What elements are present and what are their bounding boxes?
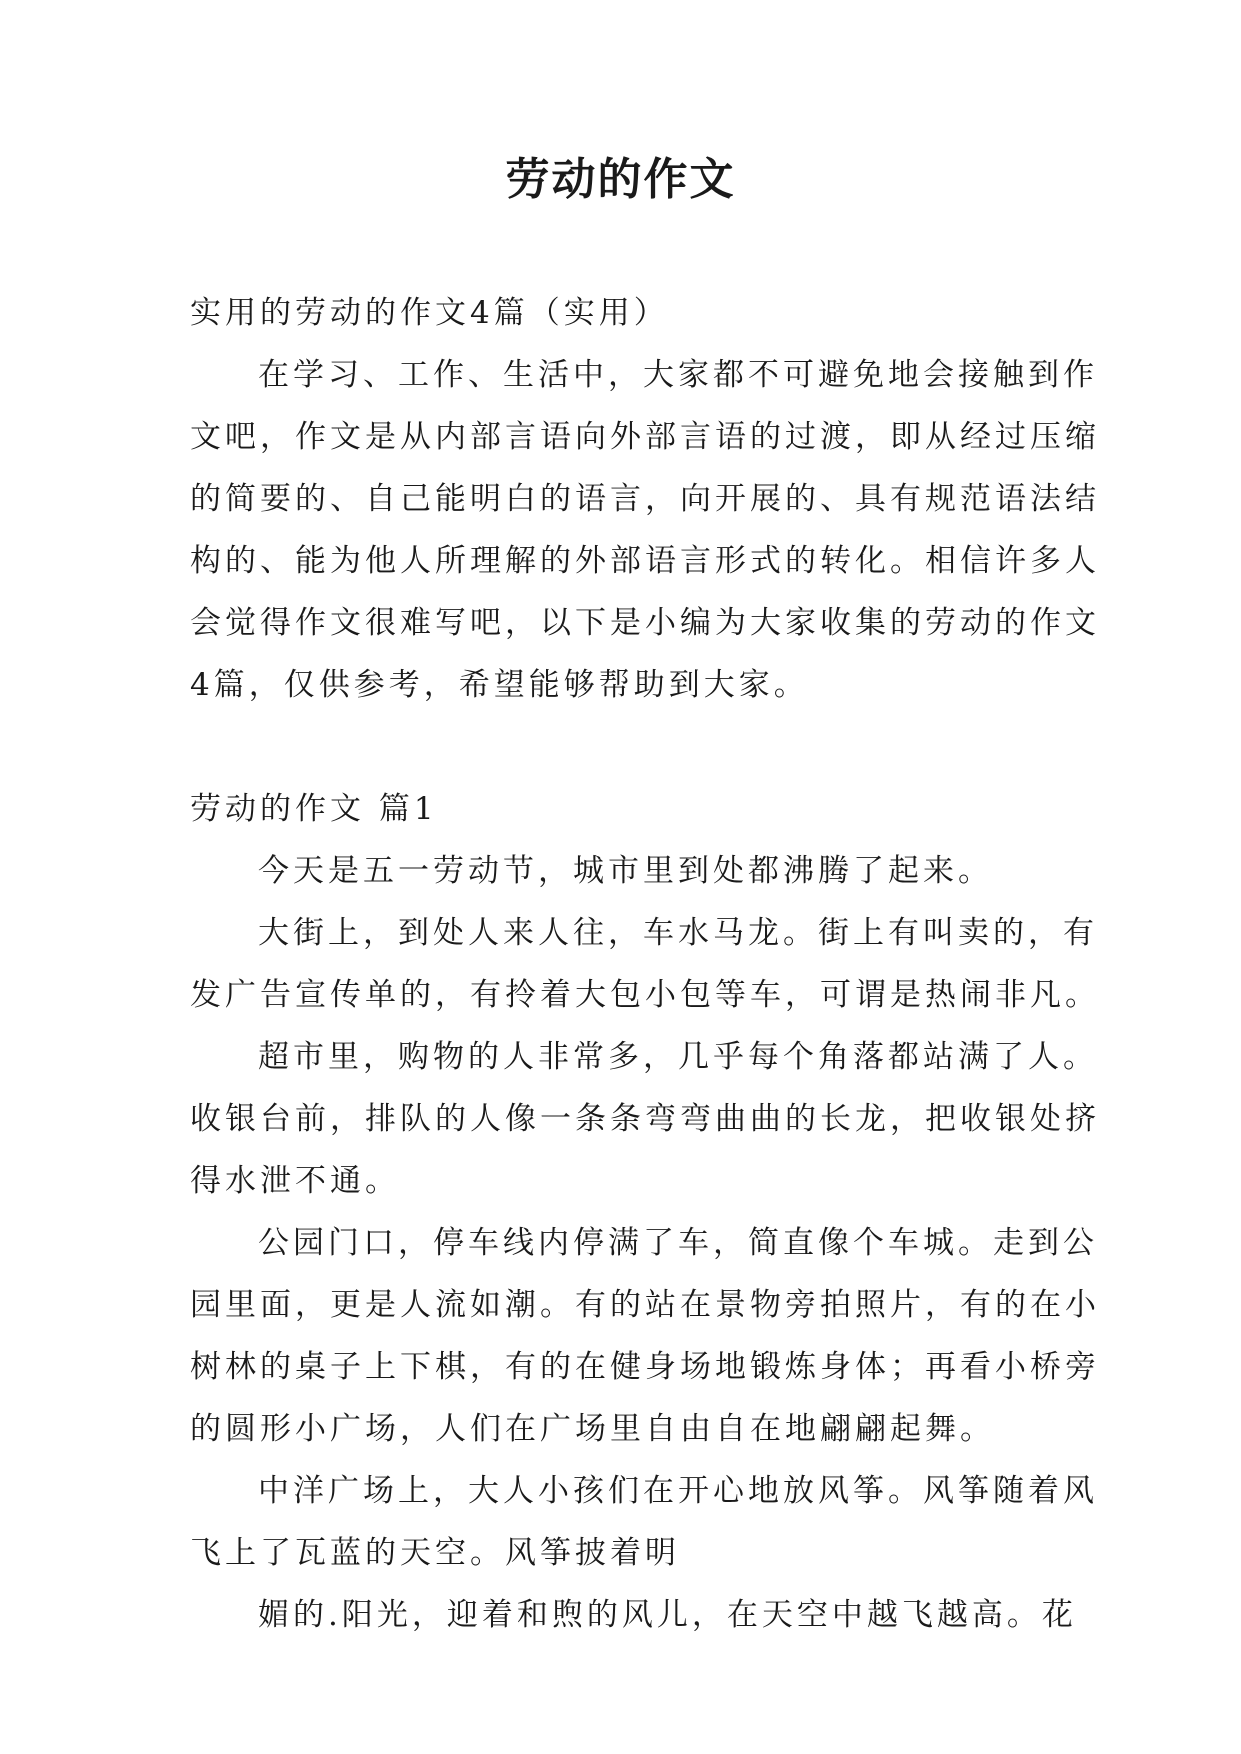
paragraph-line: 超市里，购物的人非常多，几乎每个角落都站满了人。 — [258, 1039, 1098, 1075]
paragraph-line: 发广告宣传单的，有拎着大包小包等车，可谓是热闹非凡。 — [190, 977, 1100, 1013]
article-heading: 实用的劳动的作文4篇（实用） — [190, 295, 669, 331]
section-spacer — [190, 716, 1060, 778]
paragraph-line: 的圆形小广场，人们在广场里自由自在地翩翩起舞。 — [190, 1411, 995, 1447]
intro-paragraph-line: 构的、能为他人所理解的外部语言形式的转化。相信许多人 — [190, 543, 1100, 579]
section-heading: 劳动的作文 篇1 — [190, 791, 438, 827]
paragraph-line: 得水泄不通。 — [190, 1163, 400, 1199]
document-title: 劳动的作文 — [505, 154, 736, 205]
intro-paragraph-line: 在学习、工作、生活中，大家都不可避免地会接触到作 — [258, 357, 1098, 393]
paragraph-line: 飞上了瓦蓝的天空。风筝披着明 — [190, 1535, 680, 1571]
paragraph-line: 园里面，更是人流如潮。有的站在景物旁拍照片，有的在小 — [190, 1287, 1100, 1323]
paragraph-line: 公园门口，停车线内停满了车，简直像个车城。走到公 — [258, 1225, 1098, 1261]
intro-paragraph-line: 会觉得作文很难写吧，以下是小编为大家收集的劳动的作文 — [190, 605, 1100, 641]
paragraph-line: 收银台前，排队的人像一条条弯弯曲曲的长龙，把收银处挤 — [190, 1101, 1100, 1137]
paragraph-line: 今天是五一劳动节，城市里到处都沸腾了起来。 — [258, 853, 993, 889]
intro-paragraph-line: 4篇，仅供参考，希望能够帮助到大家。 — [190, 667, 809, 703]
paragraph-line: 大街上，到处人来人往，车水马龙。街上有叫卖的，有 — [258, 915, 1098, 951]
document-body — [190, 282, 1100, 1646]
paragraph-line: 中洋广场上，大人小孩们在开心地放风筝。风筝随着风 — [258, 1473, 1098, 1509]
intro-paragraph-line: 文吧，作文是从内部言语向外部言语的过渡，即从经过压缩 — [190, 419, 1100, 455]
paragraph-line: 树林的桌子上下棋，有的在健身场地锻炼身体；再看小桥旁 — [190, 1349, 1100, 1385]
intro-paragraph-line: 的简要的、自己能明白的语言，向开展的、具有规范语法结 — [190, 481, 1100, 517]
paragraph-line: 媚的.阳光，迎着和煦的风儿，在天空中越飞越高。花 — [258, 1597, 1077, 1633]
